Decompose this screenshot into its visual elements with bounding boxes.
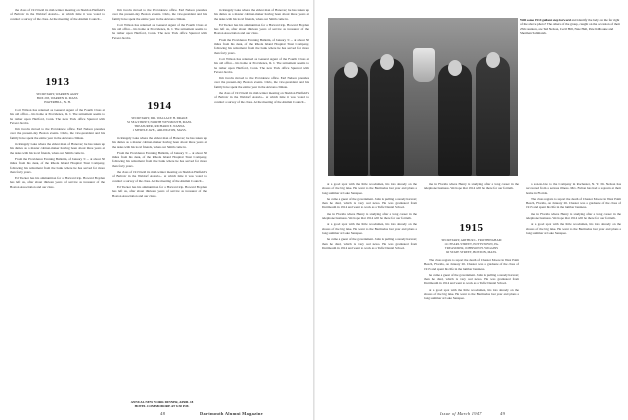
left-column-1-top bbox=[10, 8, 105, 72]
paragraph: Jim Jacobs moved to the Providence office. Earl Nelson presides over the present-day Boston events. Chris, the vice-president and his family have spent the entire year in the Arizona climate. bbox=[214, 76, 309, 89]
paragraph: Ed Tucker has his ammunition for a Harvard trip. Howard Boyden has left us, after about thirteen years of service as treasurer of the Boston Association and our class. bbox=[112, 184, 207, 198]
paragraph: From the Providence Evening Bulletin, of January 3: ... at about 50 miles from his desk, of the Rhode Island Hospital Trust Company, following his retirement from the bank where he has served for more than forty years. bbox=[214, 37, 309, 55]
paragraph: Jim Jacobs moved to the Providence office. Earl Nelson presides over the present-day Boston events. Chris, the vice-president and his family have spent the entire year in the Arizona climate. bbox=[112, 8, 207, 21]
paragraph: he came a guest of the government. John is pulling a steady harvest; then he died, which is very sad news. He was graduated from Dartmouth in 1914 and went to work as a Tuftz Dental School. bbox=[424, 272, 519, 286]
class-year-1913-heading: 1913 bbox=[45, 76, 70, 88]
photo-face bbox=[486, 52, 500, 68]
paragraph: he came a guest of the government. John is pulling a steady harvest; then he died, which is very sad news. He was graduated from Dartmouth in 1914 and went to work as a Tuftz Dental School. bbox=[322, 196, 417, 210]
photo-caption: Will some 1914 gallant step forward and identify the lady on the far right of the above photo? The others of the group, caught on the occasion of their 25th reunion, are Ted Nelson, Cecil Hill, Nate Hall, Pete Kilboune and Sherman Saltmarsh. bbox=[520, 18, 621, 35]
paragraph: the class of 1913 held its mid-winter meeting on Sheldon Hatfield's of Belvoir in the Waldorf Astoria... at which time it was voted to conduct a survey of the class. At the meeting of the Alumni Council... bbox=[214, 91, 309, 104]
paragraph: at a good spot with the little woodsmen, his lots already on the shores of the big lake. He went to the Bermudas last year and plans a long summer at Lake Sunapee. bbox=[322, 222, 417, 235]
photo-person bbox=[438, 64, 472, 176]
paragraph: Jim Jacobs moved to the Providence office. Earl Nelson presides over the present-day Boston events. Chris, the vice-president and his family have spent the entire year in the Arizona climate. bbox=[10, 127, 105, 140]
right-column-1 bbox=[322, 182, 417, 406]
left-column-1-bottom bbox=[10, 108, 105, 408]
paragraph: From the Providence Evening Bulletin, of January 3: ... at about 50 miles from his desk, of the Rhode Island Hospital Trust Company, following his retirement from the bank where he has served for more than forty years. bbox=[112, 150, 207, 168]
paragraph: in Rangely Lake where the eldest man of Hanover; he has taken up his duties as a master cabinet-maker having been about three years at the tasks with his local friends, when our Smith came in. bbox=[10, 142, 105, 155]
class-1914-officers: SECRETARY, DR. WALLACE H. DRAKE 52 SEA STREET, NORTH WEYMOUTH, MASS. TREASURER, RICHARD E. NANNA 1 MYRTLE AVE., ARLINGTON, MASS. bbox=[126, 116, 193, 133]
left-column-2-top bbox=[112, 8, 207, 98]
photo-person bbox=[476, 56, 510, 176]
paragraph: Cort Wilson has returned as General Agent of the Fourth Class at his old office... his home at Providence, R. I. The retirement seems to be rather upon Hartford, Conn. The new York office Spurred with Fevest Jacobs. bbox=[112, 22, 207, 40]
paragraph: me in Florida where Henry is studying after a long career in the telephone business. We hope that 1914 will be there for our fortieth. bbox=[526, 211, 621, 221]
class-1915-officers: SECRETARY, ARTHUR L. FROTHINGHAM 111 PEARL STREET, POTTSTOWN, PA. TREASURER, JOHNSON H. WIGGINS 60 STATE STREET, BOSTON, MASS. bbox=[441, 238, 502, 255]
paragraph: Ed Tucker has his ammunition for a Harvard trip. Howard Boyden has left us, after about thirteen years of service as treasurer of the Boston Association and our class. bbox=[214, 22, 309, 36]
photo-face bbox=[344, 62, 358, 78]
left-column-2-bottom bbox=[112, 136, 207, 396]
class-reunion-photo bbox=[328, 18, 518, 176]
right-issue-foot: Issue of March 1947 bbox=[440, 411, 482, 416]
paragraph: at a good spot with the little woodsmen, his lots already on the shores of the big lake. He went to the Bermudas last year and plans a long summer at Lake Sunapee. bbox=[424, 287, 519, 301]
paragraph: Cort Wilson has returned as General Agent of the Fourth Class at his old office... his home at Providence, R. I. The retirement seems to be rather upon Hartford, Conn. The new York office Spurred with Fevest Jacobs. bbox=[10, 108, 105, 125]
right-page-number: 49 bbox=[500, 411, 506, 416]
paragraph: The class regrets to report the death of Chester Moore in West Palm Beach, Florida, on January 26. Chester was a graduate of the class of 1915 and spent his life in the lumber business. bbox=[526, 196, 621, 210]
paragraph: me in Florida where Henry is studying after a long career in the telephone business. We hope that 1914 will be there for our fortieth. bbox=[424, 182, 519, 191]
trophy-cup bbox=[413, 48, 435, 82]
annual-dinner-notice: ANNUAL NEW YORK DINNER, APRIL 18 HOTEL COMMODORE AT 6:30 P.M. bbox=[130, 400, 194, 409]
left-column-3 bbox=[214, 8, 309, 406]
paragraph: the class of 1913 held its mid-winter meeting on Sheldon Hatfield's of Belvoir in the Waldorf Astoria... at which time it was voted to conduct a survey of the class. At the meeting of the Alumni Council... bbox=[10, 8, 105, 21]
right-column-2-bottom bbox=[424, 258, 519, 406]
paragraph: in Rangely Lake where the eldest man of Hanover; he has taken up his duties as a master cabinet-maker having been about three years at the tasks with his local friends, when our Smith came in. bbox=[214, 8, 309, 21]
paragraph: in Rangely Lake where the eldest man of Hanover; he has taken up his duties as a master cabinet-maker having been about three years at the tasks with his local friends, when our Smith came in. bbox=[112, 136, 207, 149]
photo-person bbox=[370, 58, 404, 176]
paragraph: The class regrets to report the death of Chester Moore in West Palm Beach, Florida, on January 26. Chester was a graduate of the class of 1915 and spent his life in the lumber business. bbox=[424, 258, 519, 271]
paragraph: the class of 1913 held its mid-winter meeting on Sheldon Hatfield's of Belvoir in the Waldorf Astoria... at which time it was voted to conduct a survey of the class. At the meeting of the Alumni Council... bbox=[112, 170, 207, 183]
right-column-top-text bbox=[322, 2, 622, 16]
right-column-3 bbox=[526, 182, 621, 406]
paragraph: he came a guest of the government. John is pulling a steady harvest; then he died, which is very sad news. He was graduated from Dartmouth in 1914 and went to work as a Tuftz Dental School. bbox=[322, 237, 417, 250]
photo-person bbox=[334, 66, 368, 176]
right-column-2-top bbox=[424, 182, 519, 216]
photo-face bbox=[448, 60, 462, 76]
photo-face bbox=[380, 54, 394, 70]
left-running-foot: Dartmouth Alumni Magazine bbox=[200, 411, 263, 416]
page-gutter bbox=[313, 0, 315, 420]
paragraph: From the Providence Evening Bulletin, of January 3: ... at about 50 miles from his desk, of the Rhode Island Hospital Trust Company, following his retirement from the bank where he has served for more than forty years. bbox=[10, 156, 105, 174]
class-1913-officers: SECRETARY, WARREN AGRY BOX 293, WARREN R. MASS. HAVERHILL, N. H. bbox=[36, 92, 79, 105]
paragraph: Ed Tucker has his ammunition for a Harvard trip. Howard Boyden has left us, after about thirteen years of service as treasurer of the Boston Association and our class. bbox=[10, 176, 105, 189]
class-year-1914-heading: 1914 bbox=[147, 100, 172, 112]
paragraph: Cort Wilson has returned as General Agent of the Fourth Class at his old office... his home at Providence, R. I. The retirement seems to be rather upon Hartford, Conn. The new York office Spurred with Fevest Jacobs. bbox=[214, 56, 309, 74]
paragraph: a son-in-law to the Company in Rochester, N. Y. Dr. Nelson has recovered from a serious illness. Mrs. Fulton has had a sojourn at their home in Florida. bbox=[526, 182, 621, 195]
paragraph: me in Florida where Henry is studying after a long career in the telephone business. We hope that 1914 will be there for our fortieth. bbox=[322, 211, 417, 221]
paragraph: at a good spot with the little woodsmen, his lots already on the shores of the big lake. He went to the Bermudas last year and plans a long summer at Lake Sunapee. bbox=[526, 222, 621, 235]
paragraph: at a good spot with the little woodsmen, his lots already on the shores of the big lake. He went to the Bermudas last year and plans a long summer at Lake Sunapee. bbox=[322, 182, 417, 195]
class-year-1915-heading: 1915 bbox=[459, 222, 484, 234]
left-page-number: 48 bbox=[160, 411, 166, 416]
